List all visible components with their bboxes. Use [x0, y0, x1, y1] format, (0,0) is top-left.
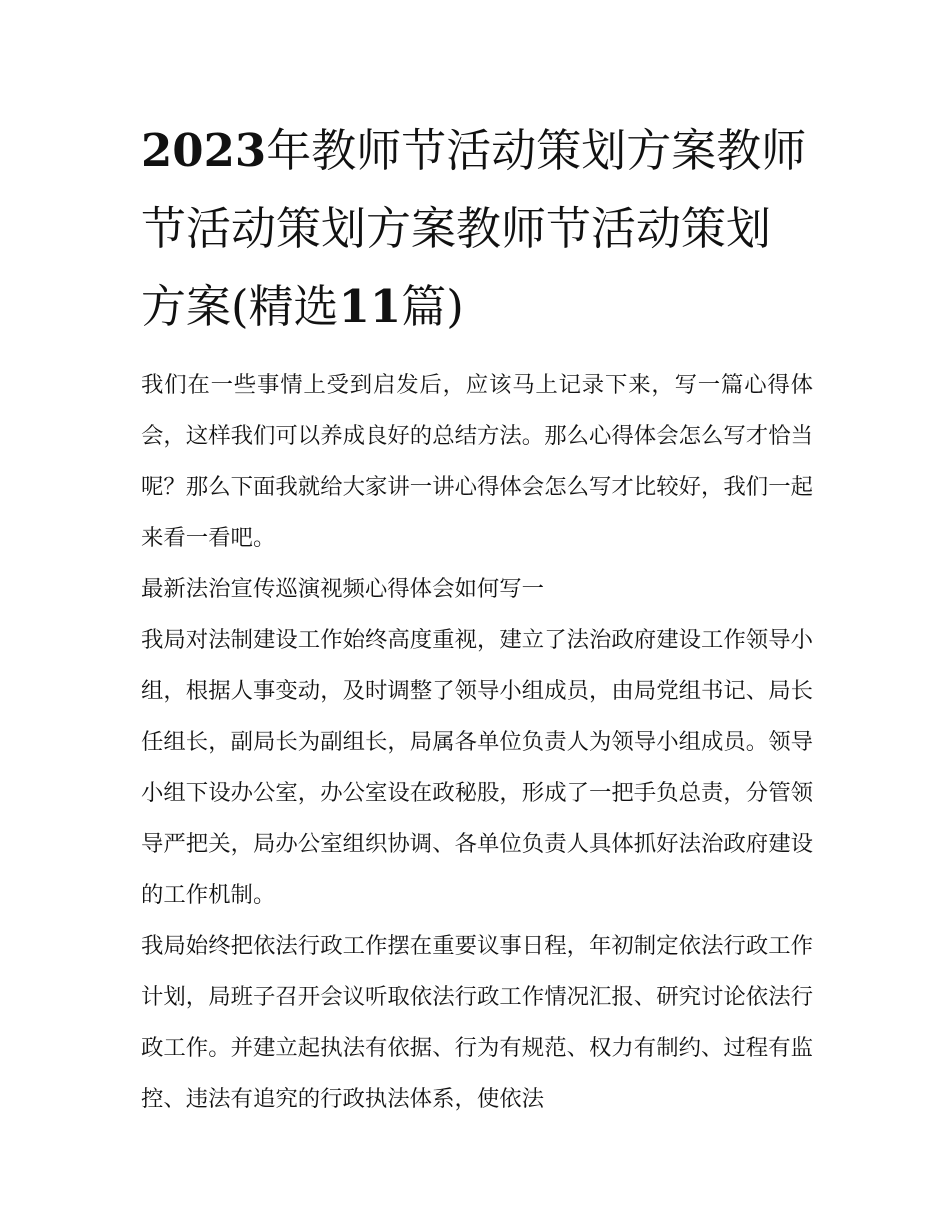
document-content — [141, 112, 813, 1125]
document-title — [141, 112, 813, 346]
intro-paragraph: 我们在一些事情上受到启发后，应该马上记录下来，写一篇心得体会，这样我们可以养成良好的总结方法。那么心得体会怎么写才恰当呢？那么下面我就给大家讲一讲心得体会怎么写才比较好，我们一起来看一看吧。 — [141, 372, 813, 551]
title-main-text: 年教师节活动策划方案教师节活动策划方案教师节活动策划方案(精选 — [141, 124, 807, 333]
body-paragraph: 我局始终把依法行政工作摆在重要议事日程，年初制定依法行政工作计划，局班子召开会议听取依法行政工作情况汇报、研究讨论依法行政工作。并建立起执法有依据、行为有规范、权力有制约、过程有监控、违法有追究的行政执法体系，使依法 — [141, 933, 813, 1112]
title-count: 11 — [338, 280, 402, 333]
body-paragraph: 我局对法制建设工作始终高度重视，建立了法治政府建设工作领导小组，根据人事变动，及时调整了领导小组成员，由局党组书记、局长任组长，副局长为副组长，局属各单位负责人为领导小组成员。领导小组下设办公室，办公室设在政秘股，形成了一把手负总责，分管领导严把关，局办公室组织协调、各单位负责人具体抓好法治政府建设的工作机制。 — [141, 627, 813, 908]
section-heading: 最新法治宣传巡演视频心得体会如何写一 — [141, 576, 545, 602]
title-tail: 篇) — [401, 280, 464, 333]
title-year: 2023 — [141, 124, 267, 177]
document-body — [141, 360, 813, 1125]
